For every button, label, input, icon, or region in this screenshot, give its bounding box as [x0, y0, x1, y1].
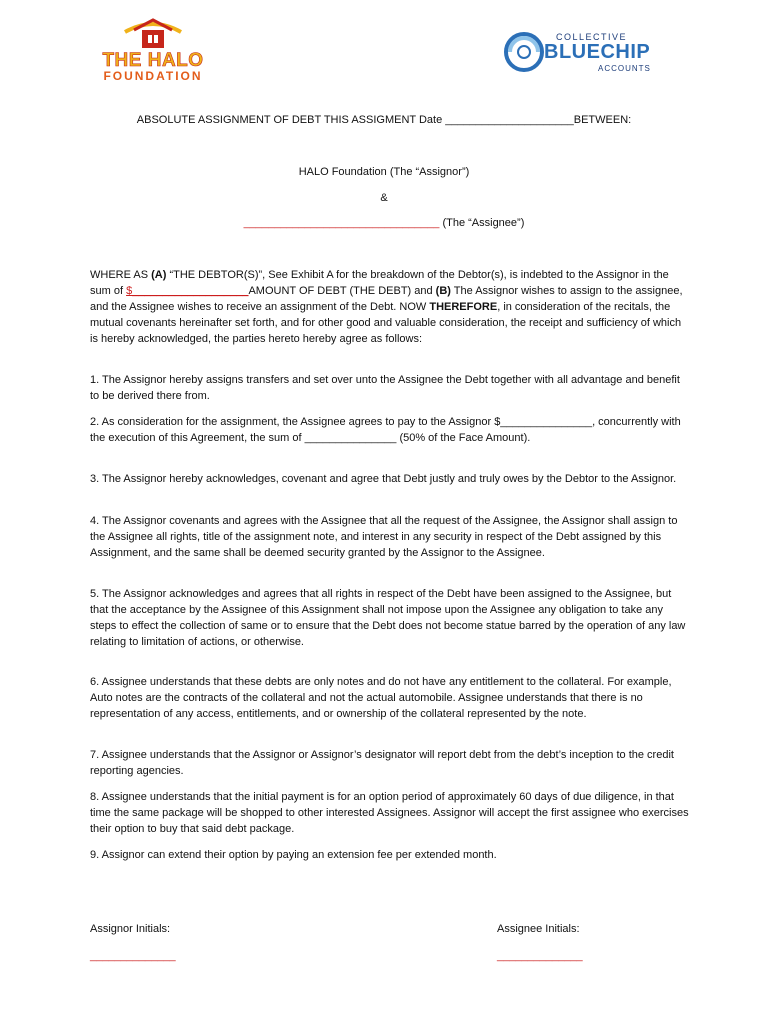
debt-amount-blank[interactable]: $___________________ [126, 285, 249, 297]
halo-logo-subtitle: FOUNDATION [103, 69, 203, 83]
clause-3: 3. The Assignor hereby acknowledges, covenant and agree that Debt justly and truly owes by the Debtor to the Assignor. [90, 473, 677, 485]
clause-2: 2. As consideration for the assignment, the Assignee agrees to pay to the Assignor $_______________, concurrently with the execution of this Agreement, the sum of _______________ (50% of the Face Amount). [90, 416, 681, 444]
recital-text-5: , in consideration of the recitals, the mutual covenants hereinafter set forth, and for other good and valuable consideration, the receipt and sufficiency of which is hereby acknowledged, the parties hereto hereby agree as follows: [90, 301, 682, 345]
clause-5: 5. The Assignor acknowledges and agrees that all rights in respect of the Debt have been assigned to the Assignee, but that the acceptance by the Assignee of this Assignment shall not impose upon the Assignee any obligation to take any steps to effect the collection of same or to ensure that the Debt does not become statue barred by the operation of any law relating to limitation of actions, or otherwise. [90, 588, 686, 648]
assignee-initials-field[interactable]: ______________ [497, 950, 583, 962]
bluechip-logo-line2: BLUECHIP [544, 41, 651, 63]
bluechip-logo [500, 30, 680, 80]
house-icon [88, 16, 218, 52]
recital-b-marker: (B) [435, 285, 451, 297]
assignor-initials-label: Assignor Initials: [90, 923, 171, 935]
halo-logo-title: THE HALO [102, 50, 204, 71]
assignee-initials-label: Assignee Initials: [497, 923, 580, 935]
assignor-initials-field[interactable]: ______________ [90, 950, 176, 962]
recital-text-4: The Assignor wishes to assign to the assignee, and the Assignee wishes to receive an assignment of the Debt. NOW [90, 285, 683, 313]
assignee-party [0, 217, 768, 229]
ampersand: & [380, 192, 388, 204]
halo-foundation-logo [88, 16, 218, 82]
recital-text-2: “THE DEBTOR(S)”, See Exhibit A for the breakdown of the Debtor(s), is indebted to the Assignor in the sum of [90, 269, 669, 297]
recital-therefore: THEREFORE [429, 301, 498, 313]
clause-6: 6. Assignee understands that these debts are only notes and do not have any entitlement to the collateral. For example, Auto notes are the contracts of the collateral and not the actual automobile. Assignee understands that there is no representation of any access, entitlements, and or ownership of the collateral represented by the note. [90, 676, 672, 720]
bluechip-logo-line1: COLLECTIVE [556, 32, 628, 42]
swirl-globe-icon [502, 30, 546, 74]
recital-text-1: WHERE AS [90, 269, 152, 281]
recital-paragraph [90, 267, 690, 347]
document-title: ABSOLUTE ASSIGNMENT OF DEBT THIS ASSIGMENT Date _____________________BETWEEN: [136, 114, 632, 126]
clause-9: 9. Assignor can extend their option by paying an extension fee per extended month. [90, 849, 497, 861]
recital-text-3: AMOUNT OF DEBT (THE DEBT) and [248, 285, 436, 297]
assignee-party-label: (The “Assignee”) [439, 217, 525, 229]
clause-7: 7. Assignee understands that the Assignor or Assignor’s designator will report debt from the debt’s inception to the credit reporting agencies. [90, 749, 674, 777]
assignee-name-blank[interactable]: ________________________________ [243, 217, 440, 229]
recital-a-marker: (A) [151, 269, 167, 281]
assignor-party: HALO Foundation (The “Assignor”) [298, 166, 470, 178]
bluechip-logo-line3: ACCOUNTS [598, 64, 651, 73]
clause-1: 1. The Assignor hereby assigns transfers and set over unto the Assignee the Debt together with all advantage and benefit to be derived there from. [90, 374, 680, 402]
clause-8: 8. Assignee understands that the initial payment is for an option period of approximately 60 days of due diligence, in that time the same package will be shopped to other interested Assignees. Assignor will accept the first assignee who exercises their option to buy that said debt package. [90, 791, 689, 835]
clause-4: 4. The Assignor covenants and agrees with the Assignee that all the request of the Assignee, the Assignor shall assign to the Assignee all rights, title of the assignment note, and interest in any security in respect of the Debt assigned by this Assignment, and the same shall be deemed security granted by the Assignor to the Assignee. [90, 515, 678, 559]
